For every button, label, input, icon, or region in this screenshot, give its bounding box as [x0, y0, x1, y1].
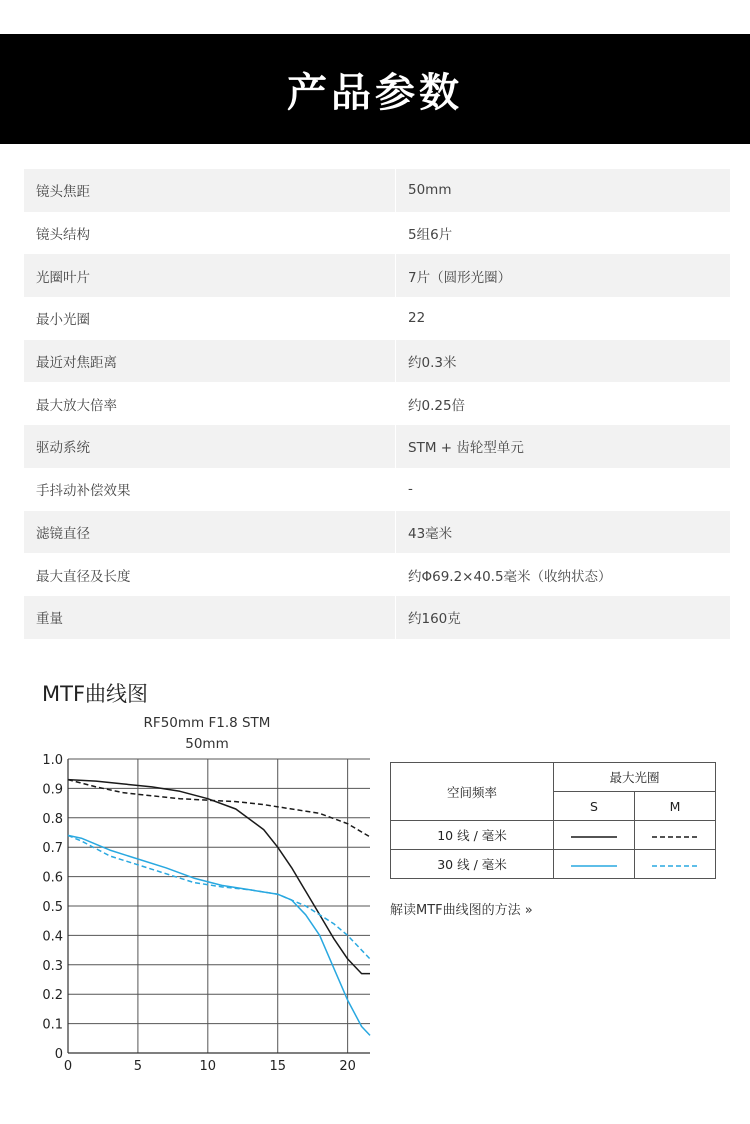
spec-label: 镜头结构 [24, 212, 396, 255]
chart-title-line2: 50mm [185, 736, 229, 752]
spec-value: - [408, 481, 413, 498]
spec-table [24, 169, 730, 639]
banner-title: 产品参数 [287, 69, 463, 116]
spec-value: 约0.25倍 [408, 397, 466, 414]
spec-value: 43毫米 [408, 525, 453, 542]
spec-row [24, 212, 730, 255]
y-tick-label: 0.2 [42, 988, 63, 1004]
top-spacer [0, 0, 750, 34]
legend-swatch-30-s [554, 850, 635, 879]
spec-label: 滤镜直径 [24, 511, 396, 554]
x-tick-label: 0 [63, 1059, 73, 1074]
legend-max-aperture-header: 最大光圈 [554, 763, 716, 792]
spec-row [24, 511, 730, 554]
y-tick-label: 0.9 [42, 782, 63, 798]
x-tick-label: 20 [339, 1059, 356, 1074]
spec-label: 光圈叶片 [24, 254, 396, 297]
header-banner [0, 34, 750, 144]
spec-row [24, 425, 730, 468]
series-line [68, 835, 370, 959]
mtf-heading: MTF曲线图 [42, 682, 149, 706]
spec-row [24, 254, 730, 297]
x-tick-label: 15 [269, 1059, 286, 1074]
spec-row [24, 297, 730, 340]
mtf-read-link[interactable]: 解读MTF曲线图的方法 » [390, 903, 533, 918]
spec-value: 22 [408, 310, 426, 327]
spec-value: 5组6片 [408, 227, 453, 244]
spec-label: 最大直径及长度 [24, 553, 396, 596]
spec-row [24, 553, 730, 596]
legend-swatch-10-s [554, 821, 635, 850]
legend-freq-header: 空间频率 [391, 763, 554, 821]
spec-label: 最近对焦距离 [24, 340, 396, 383]
y-tick-label: 0.8 [42, 811, 63, 827]
legend-s-header: S [554, 792, 635, 821]
y-tick-label: 0.5 [42, 900, 63, 915]
spec-value: 7片（圆形光圈） [408, 269, 512, 286]
x-tick-label: 5 [133, 1059, 143, 1074]
spec-row [24, 382, 730, 425]
spec-label: 最大放大倍率 [24, 382, 396, 425]
spec-label: 手抖动补偿效果 [24, 468, 396, 511]
mtf-legend-table [390, 762, 716, 879]
legend-row-10: 10 线 / 毫米 [391, 821, 554, 850]
y-tick-label: 0.1 [42, 1017, 63, 1033]
spec-label: 最小光圈 [24, 297, 396, 340]
y-tick-label: 0.6 [42, 870, 63, 886]
spec-value: 约0.3米 [408, 355, 457, 372]
spec-row [24, 468, 730, 511]
legend-row-30: 30 线 / 毫米 [391, 850, 554, 879]
spec-row [24, 596, 730, 639]
spec-label: 镜头焦距 [24, 169, 396, 212]
spec-value: 约160克 [408, 611, 461, 628]
spec-label: 重量 [24, 596, 396, 639]
mtf-chart [0, 740, 390, 1080]
legend-swatch-30-m [635, 850, 716, 879]
chart-title-line1: RF50mm F1.8 STM [143, 715, 271, 731]
spec-value: STM + 齿轮型单元 [408, 440, 524, 457]
y-tick-label: 0.3 [42, 958, 63, 974]
spec-row [24, 169, 730, 212]
legend-m-header: M [635, 792, 716, 821]
y-tick-label: 0.7 [42, 841, 63, 857]
x-tick-label: 10 [199, 1059, 217, 1074]
legend-swatch-10-m [635, 821, 716, 850]
spec-value: 50mm [408, 182, 452, 199]
y-tick-label: 1.0 [42, 753, 63, 768]
spec-label: 驱动系统 [24, 425, 396, 468]
spec-value: 约Φ69.2×40.5毫米（收纳状态） [408, 568, 612, 585]
y-tick-label: 0 [54, 1047, 63, 1062]
y-tick-label: 0.4 [42, 929, 63, 945]
spec-row [24, 340, 730, 383]
